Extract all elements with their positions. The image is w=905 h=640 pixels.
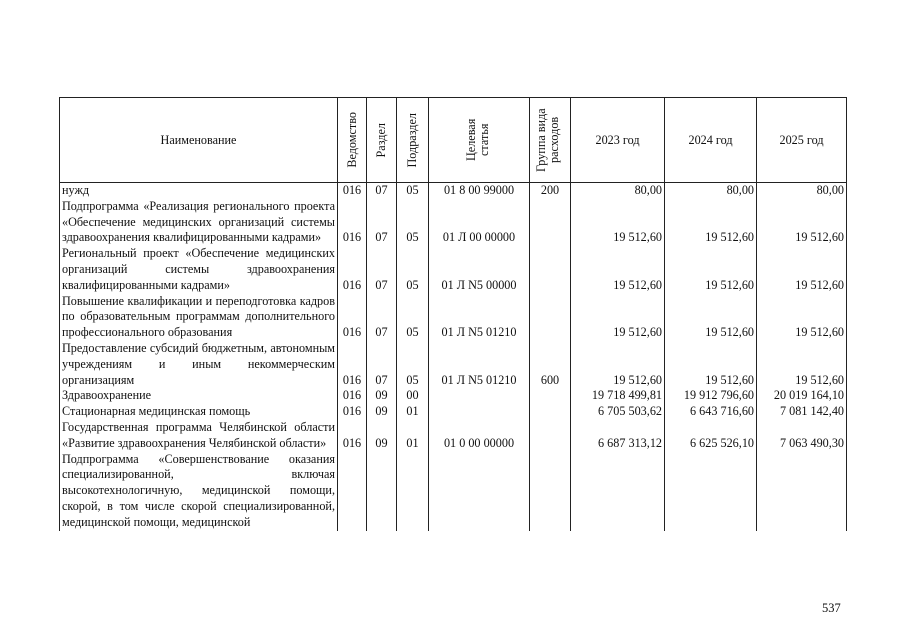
table-row: Повышение квалификации и переподготовка кадров по образовательным программам дополнительного профессионального образования 016 07 05 01 Л N5 01210 19 512,60 19 512,60 19 512,60 bbox=[60, 294, 847, 341]
header-target-article: Целевая статья bbox=[429, 98, 530, 183]
header-2024: 2024 год bbox=[665, 98, 757, 183]
header-2023: 2023 год bbox=[571, 98, 665, 183]
table-row: Предоставление субсидий бюджетным, автономным учреждениям и иным некоммерческим организациям 016 07 05 01 Л N5 01210 600 19 512,60 19 512,60 19 512,60 bbox=[60, 341, 847, 388]
table-row: Государственная программа Челябинской области «Развитие здравоохранения Челябинской области» 016 09 01 01 0 00 00000 6 687 313,12 6 625 526,10 7 063 490,30 bbox=[60, 420, 847, 452]
budget-table bbox=[59, 97, 847, 531]
table-header-row bbox=[60, 98, 847, 183]
table-row: Региональный проект «Обеспечение медицинских организаций системы здравоохранения квалифицированными кадрами» 016 07 05 01 Л N5 00000 19 512,60 19 512,60 19 512,60 bbox=[60, 246, 847, 293]
table-row: нужд 016 07 05 01 8 00 99000 200 80,00 80,00 80,00 bbox=[60, 183, 847, 199]
header-name: Наименование bbox=[60, 98, 338, 183]
header-department: Ведомство bbox=[338, 98, 367, 183]
table-row: Подпрограмма «Реализация регионального проекта «Обеспечение медицинских организаций системы здравоохранения квалифицированными кадрами» 016 07 05 01 Л 00 00000 19 512,60 19 512,60 19 512,60 bbox=[60, 199, 847, 246]
table-row: Подпрограмма «Совершенствование оказания специализированной, включая высокотехнологичную, медицинской помощи, скорой, в том числе скорой специализированной, медицинской помощи, медицинской bbox=[60, 452, 847, 531]
header-expense-group: Группа вида расходов bbox=[530, 98, 571, 183]
table-row: Стационарная медицинская помощь 016 09 01 6 705 503,62 6 643 716,60 7 081 142,40 bbox=[60, 404, 847, 420]
header-2025: 2025 год bbox=[757, 98, 847, 183]
page-number: 537 bbox=[822, 601, 841, 615]
table-row: Здравоохранение 016 09 00 19 718 499,81 19 912 796,60 20 019 164,10 bbox=[60, 388, 847, 404]
header-subsection: Подраздел bbox=[397, 98, 429, 183]
header-section: Раздел bbox=[367, 98, 397, 183]
